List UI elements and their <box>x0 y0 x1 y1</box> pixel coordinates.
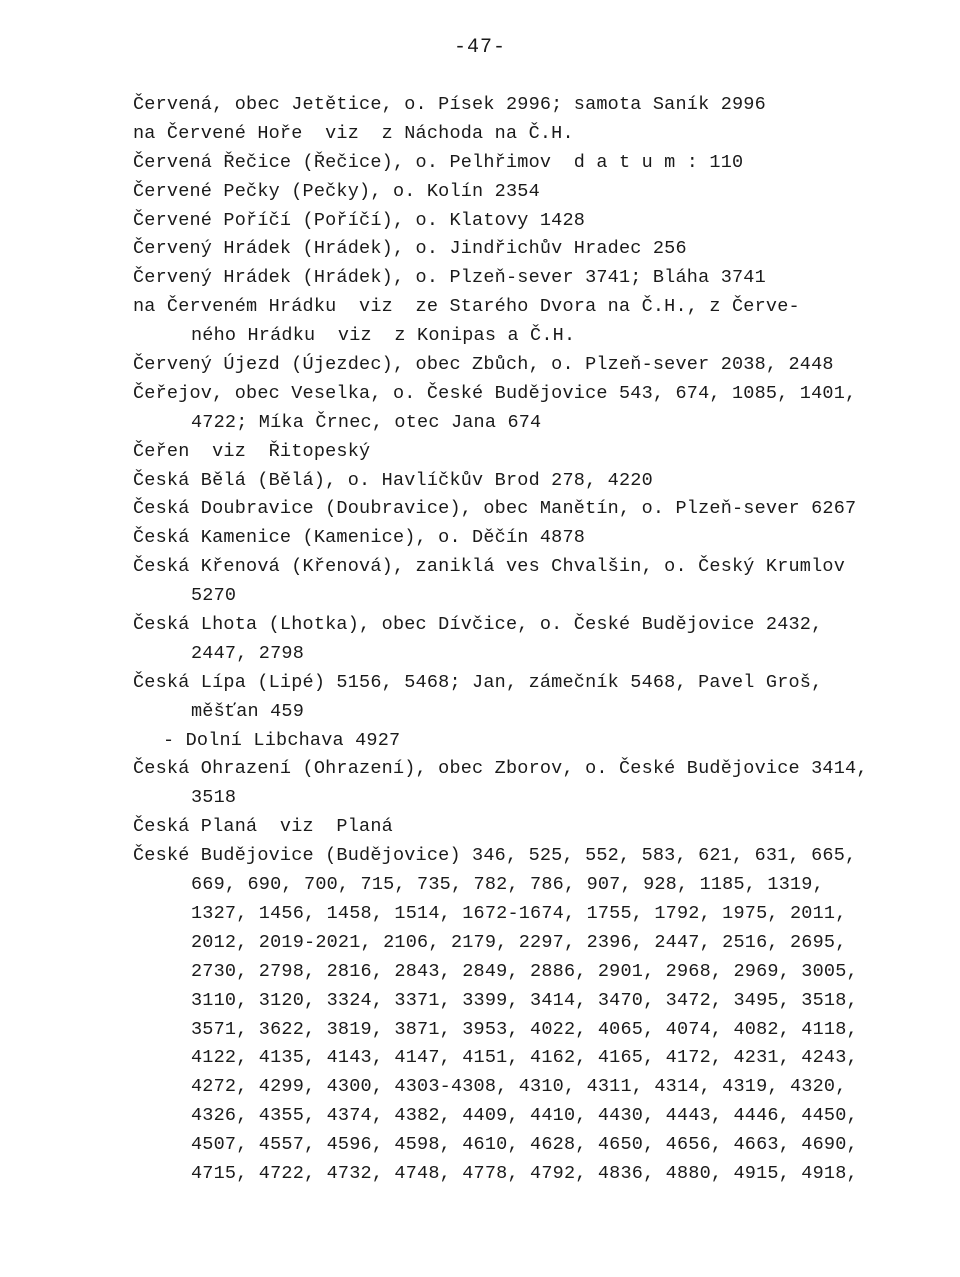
index-entry-continuation: 5270 <box>191 585 237 607</box>
index-entry-line: Čeřen viz Řitopeský <box>133 440 371 462</box>
index-entry-line: Červené Pečky (Pečky), o. Kolín 2354 <box>133 180 540 202</box>
index-entry-continuation: 1327, 1456, 1458, 1514, 1672-1674, 1755, 1792, 1975, 2011, <box>191 902 847 924</box>
index-entry-continuation: 4715, 4722, 4732, 4748, 4778, 4792, 4836, 4880, 4915, 4918, <box>191 1162 858 1184</box>
index-entry-line: Červené Poříčí (Poříčí), o. Klatovy 1428 <box>133 209 586 231</box>
index-entry-line: Červená, obec Jetětice, o. Písek 2996; samota Saník 2996 <box>133 94 766 115</box>
index-entry-line: Červená Řečice (Řečice), o. Pelhřimov d a t u m : 110 <box>133 151 744 173</box>
index-entry-continuation: 4722; Míka Črnec, otec Jana 674 <box>191 411 542 433</box>
index-entry-continuation: 2012, 2019-2021, 2106, 2179, 2297, 2396, 2447, 2516, 2695, <box>191 931 847 953</box>
index-entry-line: Česká Lhota (Lhotka), obec Dívčice, o. České Budějovice 2432, <box>133 614 823 636</box>
index-entry-continuation: 4326, 4355, 4374, 4382, 4409, 4410, 4430, 4443, 4446, 4450, <box>191 1105 858 1127</box>
index-entry-continuation: 2447, 2798 <box>191 642 305 664</box>
index-entry-continuation: 4507, 4557, 4596, 4598, 4610, 4628, 4650, 4656, 4663, 4690, <box>191 1134 858 1156</box>
index-entry-continuation: 4272, 4299, 4300, 4303-4308, 4310, 4311, 4314, 4319, 4320, <box>191 1076 847 1098</box>
index-entry-continuation: měšťan 459 <box>191 700 305 722</box>
index-entry-continuation: - Dolní Libchava 4927 <box>163 729 401 751</box>
page-number: -47- <box>453 36 506 59</box>
index-entry-continuation: 669, 690, 700, 715, 735, 782, 786, 907, 928, 1185, 1319, <box>191 874 824 896</box>
index-entry-line: Česká Lípa (Lipé) 5156, 5468; Jan, zámečník 5468, Pavel Groš, <box>133 671 823 693</box>
index-entry-line: České Budějovice (Budějovice) 346, 525, 552, 583, 621, 631, 665, <box>133 845 857 867</box>
index-entry-continuation: 3518 <box>191 787 237 809</box>
index-entry-continuation: 3110, 3120, 3324, 3371, 3399, 3414, 3470, 3472, 3495, 3518, <box>191 989 858 1011</box>
index-entry-line: na Červené Hoře viz z Náchoda na Č.H. <box>133 122 574 144</box>
index-entry-line: Červený Újezd (Újezdec), obec Zbůch, o. Plzeň-sever 2038, 2448 <box>133 354 834 376</box>
index-entry-line: Červený Hrádek (Hrádek), o. Plzeň-sever 3741; Bláha 3741 <box>133 267 766 289</box>
index-entry-line: Česká Křenová (Křenová), zaniklá ves Chvalšin, o. Český Krumlov <box>133 556 846 578</box>
index-entries <box>133 91 923 1189</box>
index-entry-line: Česká Kamenice (Kamenice), o. Děčín 4878 <box>133 527 586 549</box>
index-entry-line: Čeřejov, obec Veselka, o. České Budějovice 543, 674, 1085, 1401, <box>133 382 857 404</box>
index-entry-continuation: 4122, 4135, 4143, 4147, 4151, 4162, 4165, 4172, 4231, 4243, <box>191 1047 858 1069</box>
index-entry-continuation: 2730, 2798, 2816, 2843, 2849, 2886, 2901, 2968, 2969, 3005, <box>191 960 858 982</box>
index-entry-line: Česká Planá viz Planá <box>133 816 393 838</box>
index-entry-continuation: ného Hrádku viz z Konipas a Č.H. <box>191 325 576 347</box>
index-entry-line: Česká Doubravice (Doubravice), obec Manětín, o. Plzeň-sever 6267 <box>133 498 857 520</box>
index-entry-line: Česká Ohrazení (Ohrazení), obec Zborov, o. České Budějovice 3414, <box>133 758 868 780</box>
index-entry-line: Červený Hrádek (Hrádek), o. Jindřichův Hradec 256 <box>133 238 687 260</box>
index-entry-line: na Červeném Hrádku viz ze Starého Dvora na Č.H., z Červe- <box>133 296 800 318</box>
index-entry-line: Česká Bělá (Bělá), o. Havlíčkův Brod 278, 4220 <box>133 469 653 491</box>
index-entry-continuation: 3571, 3622, 3819, 3871, 3953, 4022, 4065, 4074, 4082, 4118, <box>191 1018 858 1040</box>
